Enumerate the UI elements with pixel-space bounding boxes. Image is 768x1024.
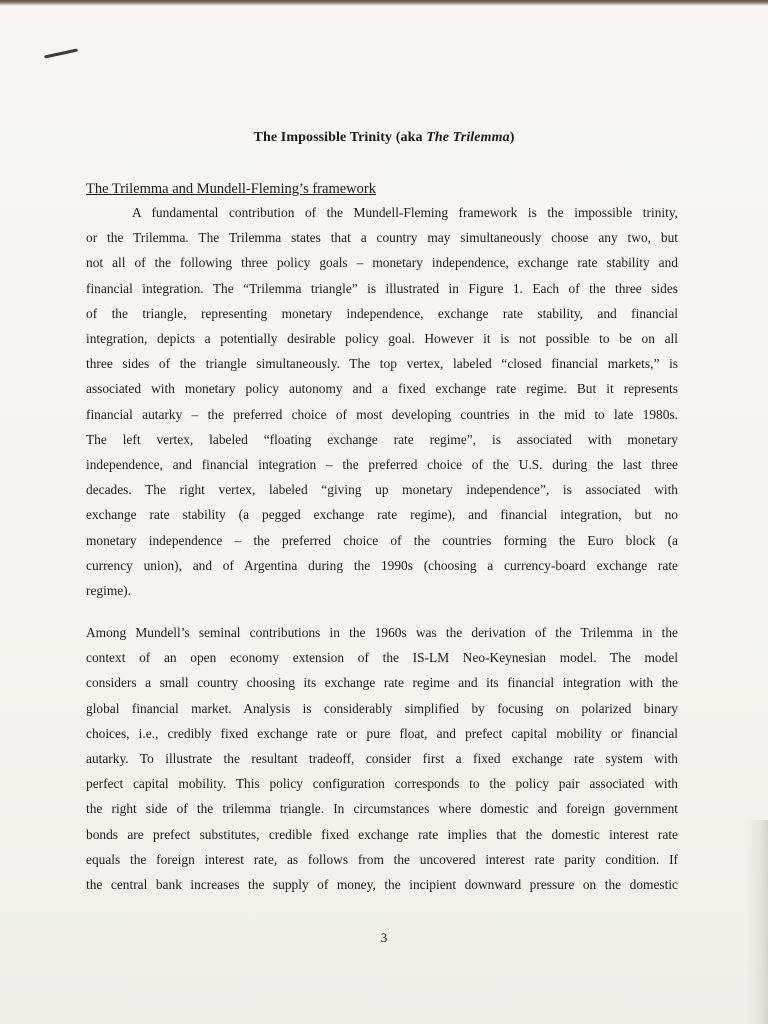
paragraph-line: three sides of the triangle simultaneously. The top vertex, labeled “closed financial markets,” is bbox=[86, 356, 678, 372]
paragraph-line: the central bank increases the supply of money, the incipient downward pressure on the domestic bbox=[86, 877, 678, 893]
paragraph-line: of the triangle, representing monetary independence, exchange rate stability, and financial bbox=[86, 305, 678, 321]
paragraph-line: Among Mundell’s seminal contributions in the 1960s was the derivation of the Trilemma in the bbox=[86, 625, 678, 640]
paragraph-line: decades. The right vertex, labeled “giving up monetary independence”, is associated with bbox=[86, 482, 678, 498]
paragraph-line: integration, depicts a potentially desirable policy goal. However it is not possible to be on all bbox=[86, 331, 678, 347]
paragraph-line: considers a small country choosing its exchange rate regime and its financial integration with the bbox=[86, 675, 678, 691]
paragraph-line: independence, and financial integration – the preferred choice of the U.S. during the last three bbox=[86, 457, 678, 473]
paragraph-line: the right side of the trilemma triangle. In circumstances where domestic and foreign government bbox=[86, 801, 678, 817]
paragraph-line: global financial market. Analysis is considerably simplified by focusing on polarized binary bbox=[86, 700, 678, 716]
paragraph-line: perfect capital mobility. This policy configuration corresponds to the policy pair associated with bbox=[86, 776, 678, 792]
paragraph-line: not all of the following three policy goals – monetary independence, exchange rate stability and bbox=[86, 255, 678, 271]
paragraph-line: bonds are prefect substitutes, credible fixed exchange rate implies that the domestic interest rate bbox=[86, 826, 678, 842]
title-suffix: ) bbox=[509, 130, 515, 145]
paragraph-line: context of an open economy extension of the IS-LM Neo-Keynesian model. The model bbox=[86, 650, 678, 666]
paragraph-line: exchange rate stability (a pegged exchange rate regime), and financial integration, but no bbox=[86, 507, 678, 523]
paragraph-line: currency union), and of Argentina during the 1990s (choosing a currency-board exchange rate bbox=[86, 557, 678, 573]
paragraph-line: financial autarky – the preferred choice of most developing countries in the mid to late 1980s. bbox=[86, 406, 678, 422]
paragraph-line: or the Trilemma. The Trilemma states that a country may simultaneously choose any two, but bbox=[86, 230, 678, 246]
paragraph-line: equals the foreign interest rate, as follows from the uncovered interest rate parity condition. If bbox=[86, 851, 678, 867]
title-italic: The Trilemma bbox=[426, 130, 510, 145]
paragraph-line: autarky. To illustrate the resultant tradeoff, consider first a fixed exchange rate system with bbox=[86, 751, 678, 767]
title-prefix: The Impossible Trinity (aka bbox=[253, 130, 427, 145]
page-top-edge-shadow bbox=[0, 0, 768, 6]
paragraph-1 bbox=[86, 200, 678, 603]
paragraph-line: associated with monetary policy autonomy and a fixed exchange rate regime. But it represents bbox=[86, 381, 678, 397]
page-right-edge-shadow bbox=[746, 820, 768, 1024]
paragraph-2 bbox=[86, 620, 678, 897]
paragraph-line: financial integration. The “Trilemma triangle” is illustrated in Figure 1. Each of the three sides bbox=[86, 280, 678, 296]
paragraph-line: choices, i.e., credibly fixed exchange rate or pure float, and prefect capital mobility or financial bbox=[86, 725, 678, 741]
document-title bbox=[0, 130, 768, 146]
paragraph-line: The left vertex, labeled “floating exchange rate regime”, is associated with monetary bbox=[86, 431, 678, 447]
paragraph-line: regime). bbox=[86, 583, 131, 599]
paragraph-line: monetary independence – the preferred choice of the countries forming the Euro block (a bbox=[86, 532, 678, 548]
pen-mark bbox=[44, 48, 78, 58]
section-heading: The Trilemma and Mundell-Fleming’s framework bbox=[86, 181, 376, 197]
paragraph-line: A fundamental contribution of the Mundell-Fleming framework is the impossible trinity, bbox=[132, 205, 678, 220]
page-number: 3 bbox=[380, 930, 388, 945]
